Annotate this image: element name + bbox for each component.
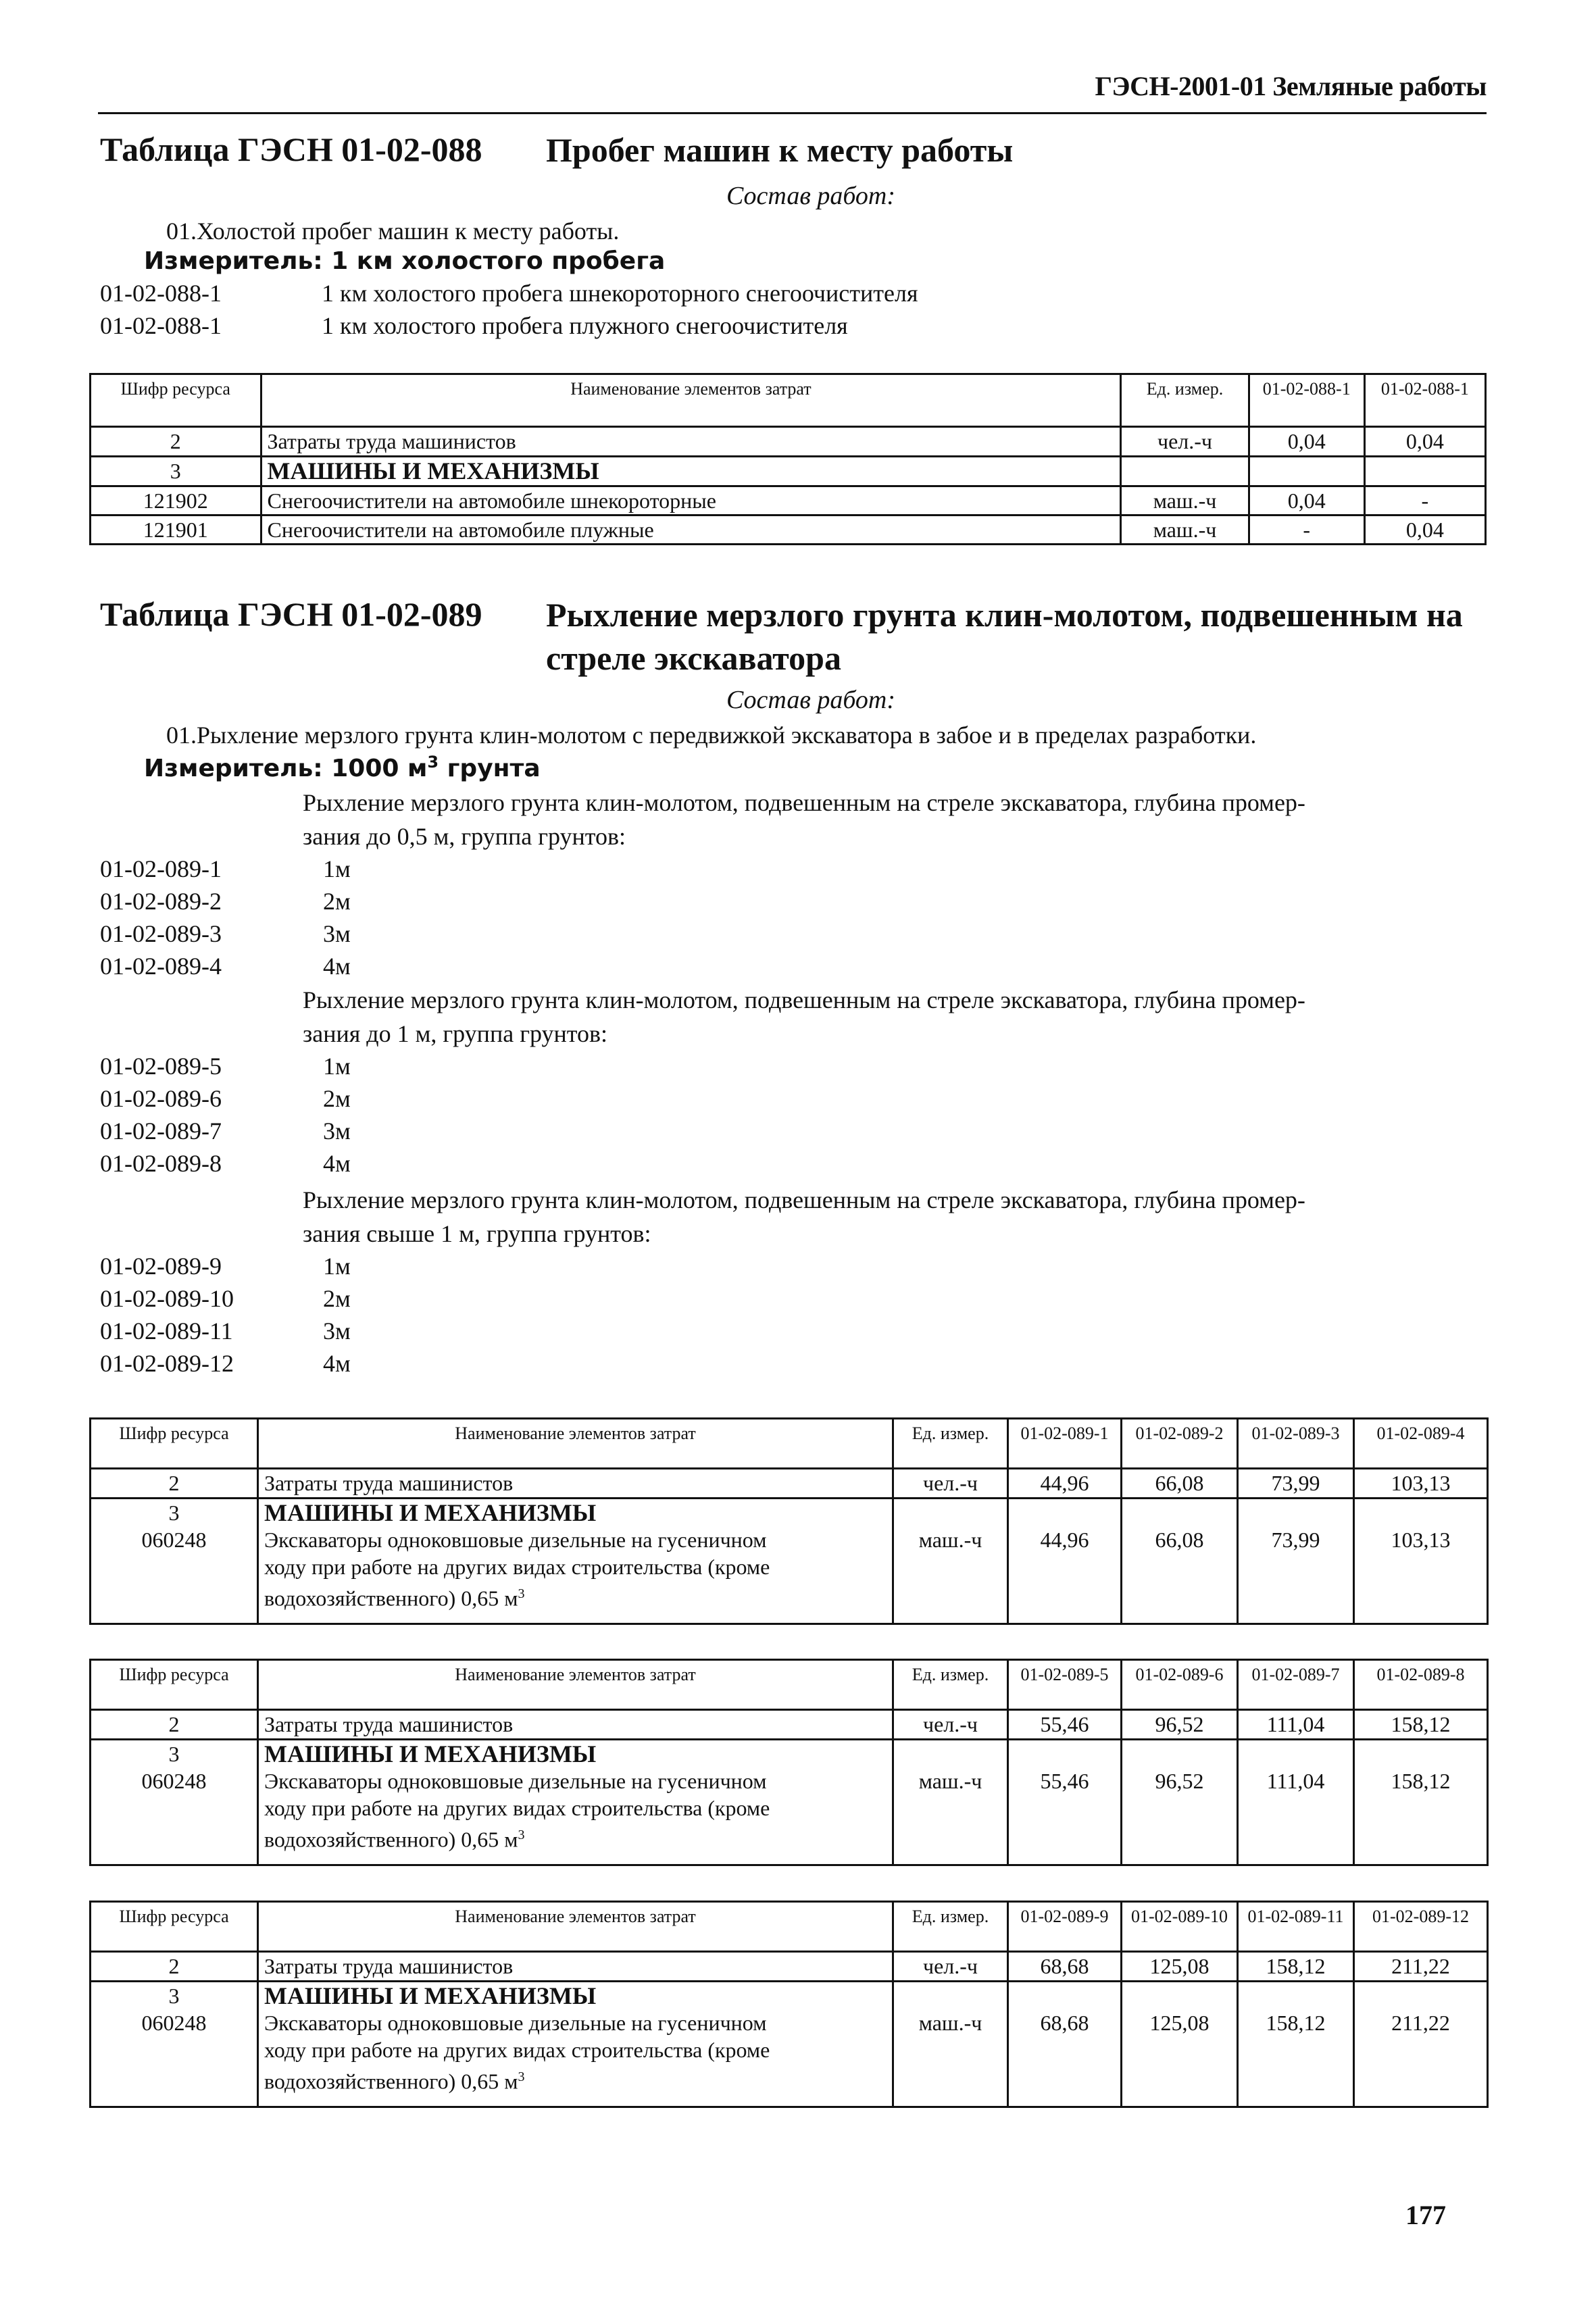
section-code: 3	[168, 1742, 180, 1766]
resource-name-line: Экскаваторы одноковшовые дизельные на гусеничном	[264, 1528, 767, 1552]
cell-value: 111,04	[1238, 1710, 1354, 1740]
item-code: 01-02-089-6	[100, 1085, 222, 1112]
cell-name	[258, 1740, 893, 1865]
cell-value: 0,04	[1249, 486, 1364, 515]
section-code: 3	[168, 1984, 180, 2008]
header-col-1: 01-02-088-1	[1249, 374, 1364, 427]
cell-value: 66,08	[1122, 1469, 1238, 1499]
item-code: 01-02-089-8	[100, 1150, 222, 1177]
item-code: 01-02-089-1	[100, 855, 222, 882]
item-value: 3м	[323, 920, 351, 947]
cell-resource	[91, 1740, 258, 1865]
header-col: 01-02-089-10	[1122, 1902, 1238, 1952]
header-resource: Шифр ресурса	[91, 374, 261, 427]
resource-name-line: ходу при работе на других видах строительства (кроме	[264, 1555, 770, 1579]
norms-table-089	[89, 1417, 1489, 1625]
cell-value: 73,99	[1238, 1499, 1354, 1624]
item-value: 4м	[323, 953, 351, 980]
cell-unit: чел.-ч	[893, 1710, 1008, 1740]
item-code: 01-02-089-12	[100, 1350, 234, 1377]
item-value: 2м	[323, 1085, 351, 1112]
header-col: 01-02-089-1	[1008, 1419, 1122, 1469]
meter-sup: 3	[427, 753, 439, 772]
cell-unit: маш.-ч	[893, 1982, 1008, 2107]
section-title: МАШИНЫ И МЕХАНИЗМЫ	[264, 1499, 597, 1526]
item-code: 01-02-089-2	[100, 888, 222, 915]
cell-unit: маш.-ч	[893, 1740, 1008, 1865]
cell-name: Затраты труда машинистов	[261, 427, 1121, 457]
resource-name-line: Экскаваторы одноковшовые дизельные на гусеничном	[264, 1769, 767, 1793]
header-unit: Ед. измер.	[893, 1902, 1008, 1952]
cell-unit: маш.-ч	[1121, 486, 1249, 515]
cell-section-title: МАШИНЫ И МЕХАНИЗМЫ	[261, 457, 1121, 486]
cell-value: 158,12	[1354, 1710, 1488, 1740]
resource-name-line: ходу при работе на других видах строительства (кроме	[264, 1796, 770, 1820]
item-value: 3м	[323, 1317, 351, 1344]
header-name: Наименование элементов затрат	[261, 374, 1121, 427]
header-resource: Шифр ресурса	[91, 1902, 258, 1952]
section-title: МАШИНЫ И МЕХАНИЗМЫ	[264, 1740, 597, 1767]
table-row	[91, 1740, 1488, 1865]
item-value: 1м	[323, 1253, 351, 1280]
cell-value: 55,46	[1008, 1710, 1122, 1740]
table-088-sostav: Состав работ:	[726, 182, 896, 210]
header-resource: Шифр ресурса	[91, 1660, 258, 1710]
table-header-row	[91, 374, 1486, 427]
group-heading-line1: Рыхление мерзлого грунта клин-молотом, подвешенным на стреле экскаватора, глубина промер-	[303, 789, 1305, 816]
cell-value: 211,22	[1354, 1952, 1488, 1982]
cell-name: Снегоочистители на автомобиле шнекороторные	[261, 486, 1121, 515]
header-col: 01-02-089-2	[1122, 1419, 1238, 1469]
cell-value: 111,04	[1238, 1740, 1354, 1865]
item-code: 01-02-089-11	[100, 1317, 233, 1344]
item-value: 1м	[323, 855, 351, 882]
cell-value: 103,13	[1354, 1469, 1488, 1499]
cell-unit: маш.-ч	[1121, 515, 1249, 545]
cell-name: Затраты труда машинистов	[258, 1952, 893, 1982]
table-header-row	[91, 1902, 1488, 1952]
table-089-work: 01.Рыхление мерзлого грунта клин-молотом с передвижкой экскаватора в забое и в пределах разработки.	[166, 722, 1257, 749]
header-rule	[98, 112, 1487, 114]
group-heading-line1: Рыхление мерзлого грунта клин-молотом, подвешенным на стреле экскаватора, глубина промер-	[303, 1186, 1305, 1213]
table-088-item-text: 1 км холостого пробега плужного снегоочистителя	[322, 312, 848, 339]
header-unit: Ед. измер.	[893, 1660, 1008, 1710]
page-number: 177	[1405, 2200, 1446, 2230]
cell-value: 158,12	[1238, 1952, 1354, 1982]
header-col: 01-02-089-12	[1354, 1902, 1488, 1952]
cell-value: 158,12	[1354, 1740, 1488, 1865]
table-088-item-code: 01-02-088-1	[100, 280, 222, 307]
cell-resource: 121902	[91, 486, 261, 515]
item-value: 1м	[323, 1053, 351, 1080]
norms-table-088	[89, 373, 1487, 545]
cell-value: 211,22	[1354, 1982, 1488, 2107]
item-code: 01-02-089-9	[100, 1253, 222, 1280]
table-row	[91, 427, 1486, 457]
resource-name-line: водохозяйственного) 0,65 $м^3$	[264, 1586, 525, 1611]
cell-unit: маш.-ч	[893, 1499, 1008, 1624]
cell-name: Затраты труда машинистов	[258, 1469, 893, 1499]
table-row	[91, 1952, 1488, 1982]
section-title: МАШИНЫ И МЕХАНИЗМЫ	[264, 1982, 597, 2009]
cell-value: 96,52	[1122, 1740, 1238, 1865]
table-088-item-code: 01-02-088-1	[100, 312, 222, 339]
header-unit: Ед. измер.	[1121, 374, 1249, 427]
table-row	[91, 457, 1486, 486]
cell-resource: 3	[91, 457, 261, 486]
cell-resource: 2	[91, 427, 261, 457]
cell-value: 66,08	[1122, 1499, 1238, 1624]
cell-value: 103,13	[1354, 1499, 1488, 1624]
table-089-sostav: Состав работ:	[726, 686, 896, 714]
group-heading-line1: Рыхление мерзлого грунта клин-молотом, подвешенным на стреле экскаватора, глубина промер-	[303, 986, 1305, 1013]
item-value: 2м	[323, 888, 351, 915]
meter-suffix: грунта	[439, 755, 541, 782]
header-name: Наименование элементов затрат	[258, 1660, 893, 1710]
item-code: 01-02-089-5	[100, 1053, 222, 1080]
item-value: 4м	[323, 1350, 351, 1377]
cell-resource	[91, 1499, 258, 1624]
cell-value: 125,08	[1122, 1982, 1238, 2107]
group-heading-line2: зания до 0,5 м, группа грунтов:	[303, 823, 626, 850]
cell-resource: 121901	[91, 515, 261, 545]
item-value: 3м	[323, 1117, 351, 1145]
item-value: 4м	[323, 1150, 351, 1177]
cell-unit: чел.-ч	[893, 1952, 1008, 1982]
section-code: 3	[168, 1501, 180, 1525]
header-col-2: 01-02-088-1	[1364, 374, 1485, 427]
table-088-meter: Измеритель: 1 км холостого пробега	[144, 247, 666, 275]
header-resource: Шифр ресурса	[91, 1419, 258, 1469]
resource-name-line: водохозяйственного) 0,65 $м^3$	[264, 1827, 525, 1852]
header-unit: Ед. измер.	[893, 1419, 1008, 1469]
header-col: 01-02-089-9	[1008, 1902, 1122, 1952]
header-col: 01-02-089-7	[1238, 1660, 1354, 1710]
cell-value: 0,04	[1364, 427, 1485, 457]
cell-unit: чел.-ч	[893, 1469, 1008, 1499]
resource-name-line: ходу при работе на других видах строительства (кроме	[264, 2038, 770, 2062]
cell-resource	[91, 1982, 258, 2107]
table-row	[91, 486, 1486, 515]
header-name: Наименование элементов затрат	[258, 1902, 893, 1952]
table-header-row	[91, 1660, 1488, 1710]
cell-value: 68,68	[1008, 1952, 1122, 1982]
resource-code: 060248	[141, 1528, 207, 1552]
cell-value: 125,08	[1122, 1952, 1238, 1982]
cell-value: 0,04	[1249, 427, 1364, 457]
cell-value: 96,52	[1122, 1710, 1238, 1740]
table-088-title: Пробег машин к месту работы	[546, 131, 1014, 169]
cell-value: 158,12	[1238, 1982, 1354, 2107]
resource-code: 060248	[141, 1769, 207, 1793]
table-088-item-text: 1 км холостого пробега шнекороторного снегоочистителя	[322, 280, 918, 307]
cell-unit: чел.-ч	[1121, 427, 1249, 457]
table-089-title-line2: стреле экскаватора	[546, 639, 841, 677]
item-value: 2м	[323, 1285, 351, 1312]
table-row	[91, 1499, 1488, 1624]
header-col: 01-02-089-8	[1354, 1660, 1488, 1710]
meter-prefix: Измеритель: 1000 м	[144, 755, 428, 782]
cell-resource: 2	[91, 1952, 258, 1982]
group-heading-line2: зания свыше 1 м, группа грунтов:	[303, 1220, 651, 1247]
resource-code: 060248	[141, 2011, 207, 2035]
table-row	[91, 1982, 1488, 2107]
cell-resource: 2	[91, 1710, 258, 1740]
item-code: 01-02-089-3	[100, 920, 222, 947]
cell-value: 0,04	[1364, 515, 1485, 545]
item-code: 01-02-089-4	[100, 953, 222, 980]
norms-table-089	[89, 1659, 1489, 1866]
cell-name: Снегоочистители на автомобиле плужные	[261, 515, 1121, 545]
resource-name-line: Экскаваторы одноковшовые дизельные на гусеничном	[264, 2011, 767, 2035]
cell-value: -	[1364, 486, 1485, 515]
cell-name	[258, 1499, 893, 1624]
header-col: 01-02-089-5	[1008, 1660, 1122, 1710]
table-088-work: 01.Холостой пробег машин к месту работы.	[166, 218, 620, 245]
table-089-title-line1: Рыхление мерзлого грунта клин-молотом, подвешенным на	[546, 596, 1463, 634]
running-header: ГЭСН-2001-01 Земляные работы	[1095, 71, 1487, 101]
table-088-code: Таблица ГЭСН 01-02-088	[100, 130, 482, 168]
cell-value: 44,96	[1008, 1499, 1122, 1624]
header-col: 01-02-089-4	[1354, 1419, 1488, 1469]
item-code: 01-02-089-10	[100, 1285, 234, 1312]
table-row	[91, 1710, 1488, 1740]
cell-value: 55,46	[1008, 1740, 1122, 1865]
cell-name: Затраты труда машинистов	[258, 1710, 893, 1740]
group-heading-line2: зания до 1 м, группа грунтов:	[303, 1020, 608, 1047]
table-row	[91, 1469, 1488, 1499]
cell-name	[258, 1982, 893, 2107]
header-name: Наименование элементов затрат	[258, 1419, 893, 1469]
item-code: 01-02-089-7	[100, 1117, 222, 1145]
table-row	[91, 515, 1486, 545]
cell-value: 68,68	[1008, 1982, 1122, 2107]
cell-value: 73,99	[1238, 1469, 1354, 1499]
resource-name-line: водохозяйственного) 0,65 $м^3$	[264, 2069, 525, 2094]
table-089-meter	[144, 753, 541, 782]
header-col: 01-02-089-6	[1122, 1660, 1238, 1710]
table-header-row	[91, 1419, 1488, 1469]
header-col: 01-02-089-11	[1238, 1902, 1354, 1952]
cell-resource: 2	[91, 1469, 258, 1499]
cell-value: -	[1249, 515, 1364, 545]
norms-table-089	[89, 1901, 1489, 2108]
header-col: 01-02-089-3	[1238, 1419, 1354, 1469]
cell-value: 44,96	[1008, 1469, 1122, 1499]
table-089-code: Таблица ГЭСН 01-02-089	[100, 595, 482, 633]
